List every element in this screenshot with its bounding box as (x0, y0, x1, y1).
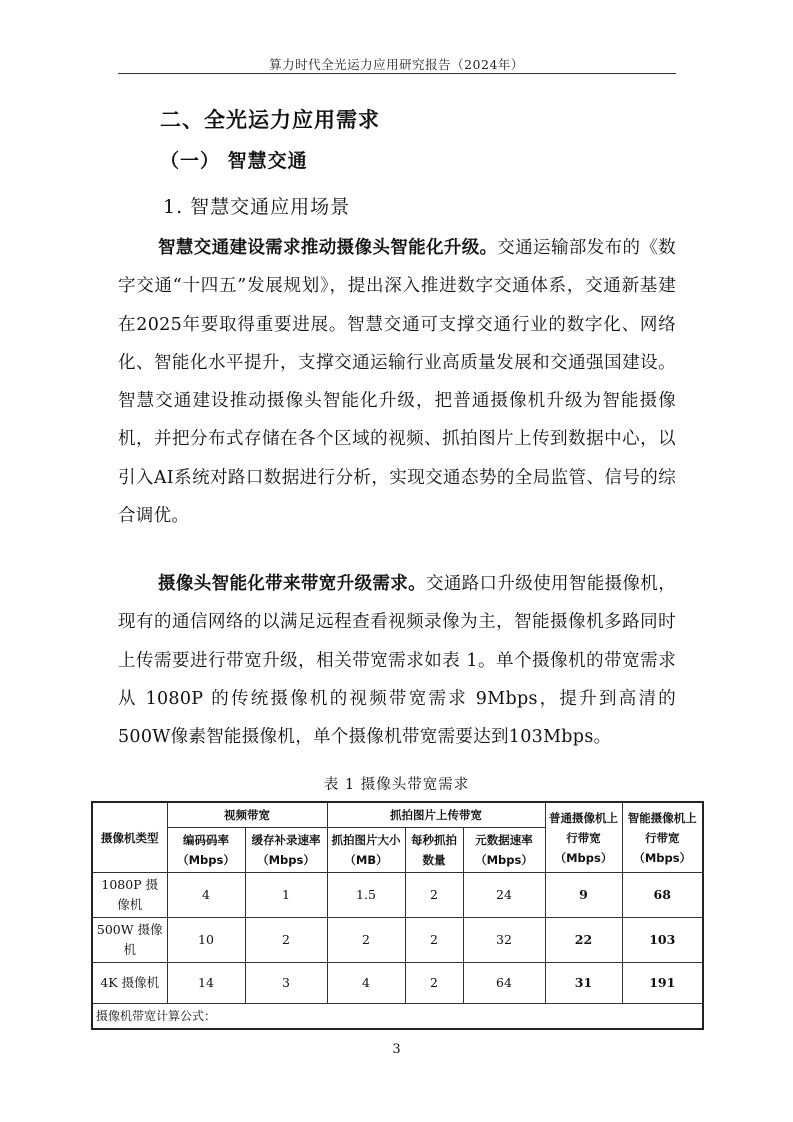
cell-smart-uplink: 68 (622, 873, 703, 918)
cell-smart-uplink: 191 (622, 963, 703, 1004)
header-snapshot-bandwidth: 抓拍图片上传带宽 (327, 802, 545, 828)
bandwidth-table (91, 801, 704, 1030)
cell-size: 1.5 (327, 873, 405, 918)
paragraph-lead: 智慧交通建设需求推动摄像头智能化升级。 (158, 238, 498, 258)
cell-normal-uplink: 9 (545, 873, 622, 918)
cell-camera-type: 1080P 摄像机 (92, 873, 167, 918)
table-row (92, 963, 703, 1004)
cell-cache: 2 (245, 918, 327, 963)
cell-meta: 24 (463, 873, 545, 918)
cell-meta: 64 (463, 963, 545, 1004)
paragraph-body: 交通运输部发布的《数字交通“十四五”发展规划》，提出深入推进数字交通体系，交通新基建在2025年要取得重要进展。智慧交通可支撑交通行业的数字化、网络化、智能化水平提升，支撑交通运输行业高质量发展和交通强国建设。智慧交通建设推动摄像头智能化升级，把普通摄像机升级为智能摄像机，并把分布式存储在各个区域的视频、抓拍图片上传到数据中心，以引入AI系统对路口数据进行分析，实现交通态势的全局监管、信号的综合调优。 (118, 238, 676, 527)
header-encode-rate: 编码码率（Mbps） (167, 828, 245, 873)
header-pic-size: 抓拍图片大小（MB） (327, 828, 405, 873)
cell-count: 2 (405, 918, 463, 963)
cell-encode: 14 (167, 963, 245, 1004)
paragraph-bandwidth-demand (118, 565, 676, 756)
cell-meta: 32 (463, 918, 545, 963)
header-normal-uplink: 普通摄像机上行带宽（Mbps） (545, 802, 622, 873)
cell-encode: 10 (167, 918, 245, 963)
paragraph-body: 交通路口升级使用智能摄像机，现有的通信网络的以满足远程查看视频录像为主，智能摄像机多路同时上传需要进行带宽升级，相关带宽需求如表 1。单个摄像机的带宽需求从 1080P 的传统摄像机的视频带宽需求 9Mbps，提升到高清的500W像素智能摄像机，单个摄像机带宽需要达到103Mbps。 (118, 574, 677, 748)
cell-encode: 4 (167, 873, 245, 918)
cell-count: 2 (405, 963, 463, 1004)
subsection-title: （一） 智慧交通 (160, 150, 308, 172)
subsubsection-title: 1. 智慧交通应用场景 (163, 196, 351, 218)
table-formula-row (92, 1004, 703, 1030)
cell-size: 2 (327, 918, 405, 963)
page-number: 3 (392, 1042, 401, 1057)
paragraph-lead: 摄像头智能化带来带宽升级需求。 (158, 574, 426, 594)
cell-size: 4 (327, 963, 405, 1004)
table-caption: 表 1 摄像头带宽需求 (323, 777, 470, 793)
header-meta-rate: 元数据速率（Mbps） (463, 828, 545, 873)
header-cache-rate: 缓存补录速率（Mbps） (245, 828, 327, 873)
cell-smart-uplink: 103 (622, 918, 703, 963)
header-camera-type: 摄像机类型 (92, 802, 167, 873)
cell-cache: 3 (245, 963, 327, 1004)
cell-count: 2 (405, 873, 463, 918)
cell-cache: 1 (245, 873, 327, 918)
cell-camera-type: 500W 摄像机 (92, 918, 167, 963)
formula-label: 摄像机带宽计算公式： (92, 1004, 703, 1030)
table-row (92, 918, 703, 963)
running-header: 算力时代全光运力应用研究报告（2024年） (269, 57, 524, 72)
cell-normal-uplink: 31 (545, 963, 622, 1004)
header-rule (118, 73, 676, 74)
section-title: 二、全光运力应用需求 (160, 108, 380, 132)
header-video-bandwidth: 视频带宽 (167, 802, 327, 828)
table-header-row (92, 802, 703, 828)
table-row (92, 873, 703, 918)
paragraph-traffic-demand (118, 229, 676, 535)
cell-camera-type: 4K 摄像机 (92, 963, 167, 1004)
header-smart-uplink: 智能摄像机上行带宽（Mbps） (622, 802, 703, 873)
cell-normal-uplink: 22 (545, 918, 622, 963)
header-pics-per-sec: 每秒抓拍数量 (405, 828, 463, 873)
